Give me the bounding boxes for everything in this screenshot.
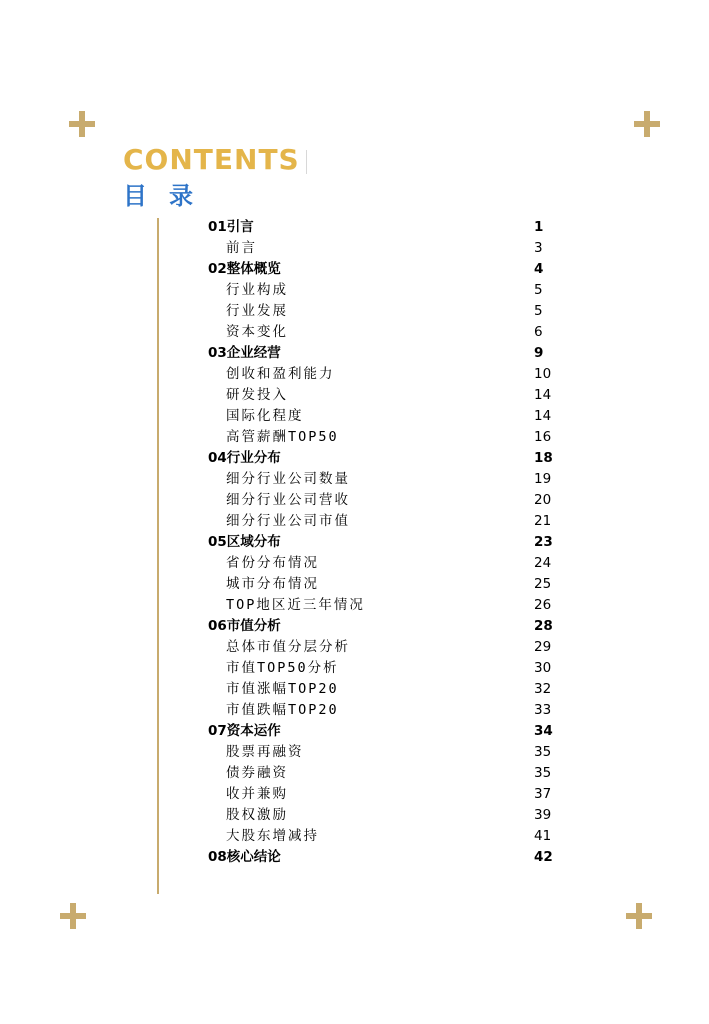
toc-page-number: 21 bbox=[534, 513, 552, 529]
toc-entry-label: 研发投入 bbox=[226, 387, 288, 403]
toc-section-entry[interactable] bbox=[208, 217, 553, 238]
toc-entry-label: 细分行业公司营收 bbox=[226, 492, 350, 508]
toc-page-number: 14 bbox=[534, 387, 552, 403]
toc-page-number: 35 bbox=[534, 744, 552, 760]
toc-section-entry[interactable] bbox=[208, 616, 553, 637]
toc-subsection-entry[interactable] bbox=[208, 490, 553, 511]
toc-entry-label: 省份分布情况 bbox=[226, 555, 319, 571]
toc-page-number: 34 bbox=[534, 723, 553, 739]
toc-page-number: 9 bbox=[534, 345, 544, 361]
toc-entry-label: 市值TOP50分析 bbox=[226, 660, 339, 676]
toc-entry-label: 股票再融资 bbox=[226, 744, 304, 760]
toc-page-number: 14 bbox=[534, 408, 552, 424]
toc-page-number: 5 bbox=[534, 282, 543, 298]
toc-subsection-entry[interactable] bbox=[208, 427, 553, 448]
toc-subsection-entry[interactable] bbox=[208, 637, 553, 658]
toc-entry-label: 收并兼购 bbox=[226, 786, 288, 802]
toc-subsection-entry[interactable] bbox=[208, 574, 553, 595]
toc-entry-label: 总体市值分层分析 bbox=[226, 639, 350, 655]
toc-page-number: 42 bbox=[534, 849, 553, 865]
toc-entry-label: 行业构成 bbox=[226, 282, 288, 298]
toc-entry-label: 高管薪酬TOP50 bbox=[226, 429, 339, 445]
toc-entry-label: 细分行业公司数量 bbox=[226, 471, 350, 487]
toc-entry-label: 城市分布情况 bbox=[226, 576, 319, 592]
toc-page-number: 41 bbox=[534, 828, 552, 844]
toc-page-number: 25 bbox=[534, 576, 552, 592]
toc-page-number: 30 bbox=[534, 660, 552, 676]
toc-entry-label: 03企业经营 bbox=[208, 345, 281, 361]
toc-page-number: 19 bbox=[534, 471, 552, 487]
plus-decoration-icon bbox=[634, 111, 660, 137]
toc-entry-label: 02整体概览 bbox=[208, 261, 281, 277]
toc-page-number: 10 bbox=[534, 366, 552, 382]
toc-subsection-entry[interactable] bbox=[208, 301, 553, 322]
toc-entry-label: 行业发展 bbox=[226, 303, 288, 319]
toc-entry-label: 07资本运作 bbox=[208, 723, 281, 739]
toc-page-number: 24 bbox=[534, 555, 552, 571]
toc-entry-label: 前言 bbox=[226, 240, 257, 256]
toc-section-entry[interactable] bbox=[208, 343, 553, 364]
toc-subsection-entry[interactable] bbox=[208, 280, 553, 301]
table-of-contents bbox=[208, 217, 553, 868]
toc-section-entry[interactable] bbox=[208, 532, 553, 553]
toc-page-number: 3 bbox=[534, 240, 543, 256]
toc-subsection-entry[interactable] bbox=[208, 469, 553, 490]
toc-page-number: 33 bbox=[534, 702, 552, 718]
toc-page-number: 23 bbox=[534, 534, 553, 550]
toc-page-number: 29 bbox=[534, 639, 552, 655]
toc-entry-label: 创收和盈利能力 bbox=[226, 366, 335, 382]
toc-entry-label: 债券融资 bbox=[226, 765, 288, 781]
toc-entry-label: 资本变化 bbox=[226, 324, 288, 340]
toc-section-entry[interactable] bbox=[208, 847, 553, 868]
toc-subsection-entry[interactable] bbox=[208, 595, 553, 616]
toc-section-entry[interactable] bbox=[208, 259, 553, 280]
plus-decoration-icon bbox=[60, 903, 86, 929]
toc-subsection-entry[interactable] bbox=[208, 364, 553, 385]
toc-entry-label: 国际化程度 bbox=[226, 408, 304, 424]
toc-entry-label: 股权激励 bbox=[226, 807, 288, 823]
toc-subsection-entry[interactable] bbox=[208, 784, 553, 805]
toc-section-entry[interactable] bbox=[208, 448, 553, 469]
toc-page-number: 28 bbox=[534, 618, 553, 634]
toc-subsection-entry[interactable] bbox=[208, 826, 553, 847]
toc-subsection-entry[interactable] bbox=[208, 511, 553, 532]
toc-subsection-entry[interactable] bbox=[208, 679, 553, 700]
toc-subsection-entry[interactable] bbox=[208, 322, 553, 343]
plus-decoration-icon bbox=[69, 111, 95, 137]
toc-entry-label: 05区域分布 bbox=[208, 534, 281, 550]
toc-page-number: 5 bbox=[534, 303, 543, 319]
toc-subsection-entry[interactable] bbox=[208, 763, 553, 784]
contents-heading: CONTENTS bbox=[123, 143, 300, 176]
toc-subsection-entry[interactable] bbox=[208, 406, 553, 427]
toc-entry-label: 市值跌幅TOP20 bbox=[226, 702, 339, 718]
toc-page-number: 32 bbox=[534, 681, 552, 697]
toc-subsection-entry[interactable] bbox=[208, 553, 553, 574]
toc-subsection-entry[interactable] bbox=[208, 700, 553, 721]
toc-subsection-entry[interactable] bbox=[208, 658, 553, 679]
heading-divider bbox=[306, 150, 307, 174]
toc-page-number: 35 bbox=[534, 765, 552, 781]
toc-page-number: 26 bbox=[534, 597, 552, 613]
toc-vertical-rule bbox=[157, 218, 159, 894]
toc-entry-label: 01引言 bbox=[208, 219, 254, 235]
toc-entry-label: 大股东增减持 bbox=[226, 828, 319, 844]
toc-page-number: 39 bbox=[534, 807, 552, 823]
toc-entry-label: 细分行业公司市值 bbox=[226, 513, 350, 529]
toc-entry-label: 08核心结论 bbox=[208, 849, 281, 865]
toc-page-number: 18 bbox=[534, 450, 553, 466]
chinese-title: 目录 bbox=[123, 182, 215, 210]
toc-entry-label: 04行业分布 bbox=[208, 450, 281, 466]
toc-subsection-entry[interactable] bbox=[208, 742, 553, 763]
toc-subsection-entry[interactable] bbox=[208, 385, 553, 406]
plus-decoration-icon bbox=[626, 903, 652, 929]
toc-page-number: 20 bbox=[534, 492, 552, 508]
toc-page-number: 6 bbox=[534, 324, 543, 340]
toc-subsection-entry[interactable] bbox=[208, 238, 553, 259]
toc-subsection-entry[interactable] bbox=[208, 805, 553, 826]
toc-entry-label: 06市值分析 bbox=[208, 618, 281, 634]
toc-page-number: 16 bbox=[534, 429, 552, 445]
toc-entry-label: TOP地区近三年情况 bbox=[226, 597, 365, 613]
toc-section-entry[interactable] bbox=[208, 721, 553, 742]
toc-entry-label: 市值涨幅TOP20 bbox=[226, 681, 339, 697]
toc-page-number: 4 bbox=[534, 261, 544, 277]
toc-page-number: 37 bbox=[534, 786, 552, 802]
toc-page-number: 1 bbox=[534, 219, 544, 235]
